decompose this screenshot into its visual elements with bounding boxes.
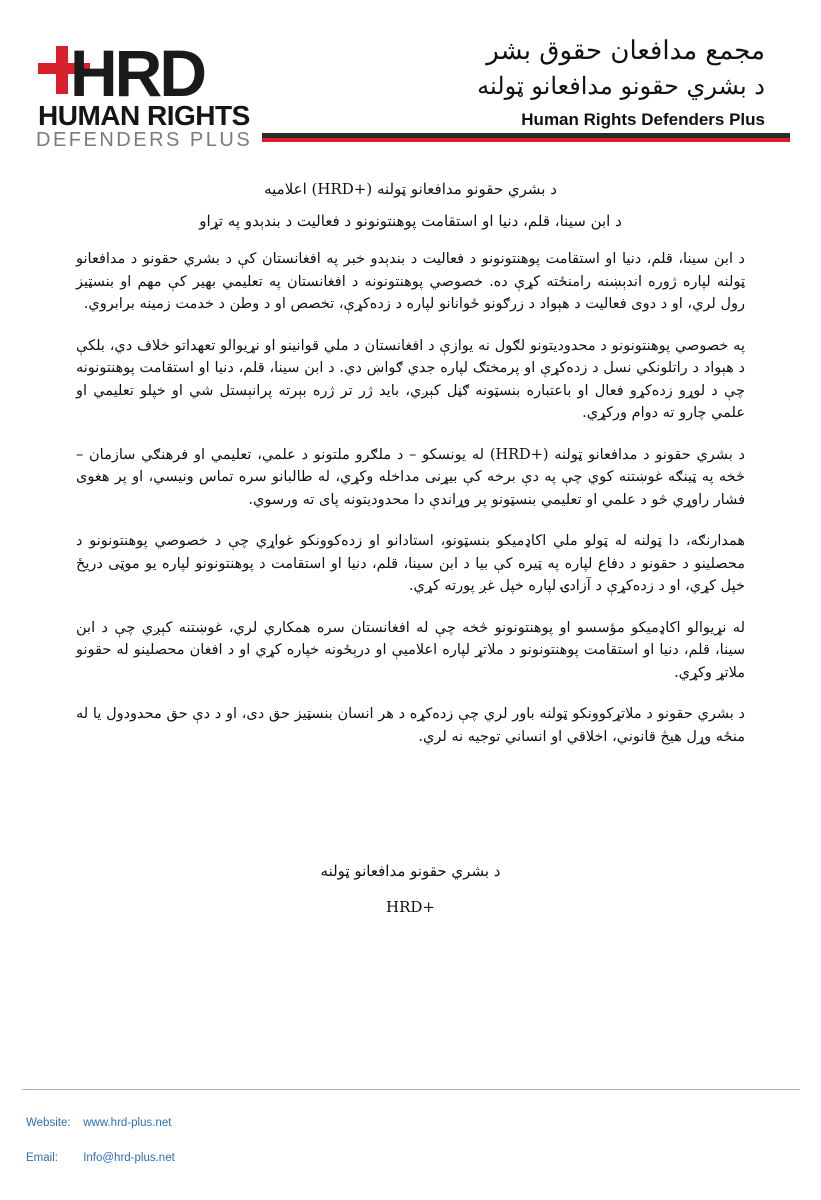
signature-english: HRD+ (386, 898, 435, 916)
website-label: Website: (26, 1117, 71, 1129)
statement-paragraph: د بشري حقونو د ملاتړکوونکو ټولنه باور لري چې زده‌کړه د هر انسان بنسټیز حق دی، او د دې حق محدودول یا له منځه وړل هیڅ قانوني، اخلاقي او انساني توجیه نه لري. (76, 706, 745, 745)
statement-paragraph: له نړیوالو اکاډمیکو مؤسسو او پوهنتونونو څخه چې له افغانستان سره همکاري لري، غوښتنه کېږي چې د ابن سینا، قلم، دنیا او استقامت پوهنتونونو د ملاتړ لپاره اعلامیې او درېځونه خپاره کړي او د افغان محصلینو له حقونو ملاتړ وکړي. (76, 619, 745, 681)
statement-paragraph: همدارنګه، دا ټولنه له ټولو ملي اکاډمیکو بنسټونو، استادانو او زده‌کوونکو غواړي چې د خصوصي پوهنتونونو د محصلینو د حقونو د دفاع لپاره په ټیره کې بیا د ابن سینا، قلم، دنیا او استقامت د پوهنتونونو لپاره یو موټی دریځ خپل کړي، او د زده‌کړې د آزادۍ لپاره خپل غږ پورته کړي. (76, 533, 745, 594)
org-name-arabic: مجمع مدافعان حقوق بشر (486, 36, 765, 66)
statement-subtitle: د ابن سینا، قلم، دنیا او استقامت پوهنتونونو د فعالیت د بندېدو په تړاو (199, 212, 622, 230)
logo-mark-text: HRD (70, 40, 204, 102)
statement-title: د بشري حقونو مدافعانو ټولنه (+HRD) اعلامیه (264, 180, 557, 198)
org-name-english: Human Rights Defenders Plus (521, 110, 765, 129)
statement-paragraph: په خصوصي پوهنتونونو د محدودیتونو لګول نه یوازې د افغانستان د ملي قوانینو او نړیوالو تعهداتو خلاف دي، بلکې د هېواد د راتلونکي نسل د زده‌کړې او پرمختګ لپاره جدي ګواښ دي. د ابن سینا، قلم، دنیا او استقامت پوهنتونونه چې د لوړو زده‌کړو فعال او باعتباره بنسټونه ګڼل کېږي، باید ژر تر ژره بېرته پرانېستل شي او خپلو تعلیمي او علمي چارو ته دوام ورکړي. (76, 337, 745, 421)
hrd-logo (30, 40, 260, 155)
footer-email (26, 1152, 175, 1164)
header-divider-red (262, 138, 790, 142)
hrd-logo-mark (30, 40, 260, 102)
email-label: Email: (26, 1152, 58, 1164)
statement-paragraph: د ابن سینا، قلم، دنیا او استقامت پوهنتونونو د فعالیت د بندېدو خبر په افغانستان کې د بشري حقونو د مدافعانو ټولنه لپاره ژوره اندېښنه رامنځته کړې ده. خصوصي پوهنتونونه د افغانستان په تعلیمي بهیر کې مهم او بنسټیز رول لري، او د دوی فعالیت د هېواد د زرګونو ځوانانو لپاره د زده‌کړې، تخصص او د وطن د خدمت زمینه برابروي. (76, 251, 745, 312)
signature-pashto: د بشري حقونو مدافعانو ټولنه (320, 862, 501, 880)
logo-line-human-rights: HUMAN RIGHTS (38, 100, 250, 131)
footer-divider (22, 1089, 800, 1090)
email-link[interactable]: Info@hrd-plus.net (83, 1152, 175, 1164)
statement-body (76, 248, 745, 767)
footer-website (26, 1117, 171, 1129)
website-link[interactable]: www.hrd-plus.net (83, 1117, 172, 1129)
org-name-pashto: د بشري حقونو مدافعانو ټولنه (477, 72, 765, 100)
statement-paragraph: د بشري حقونو د مدافعانو ټولنه (+HRD) له یونسکو – د ملګرو ملتونو د علمي، تعلیمي او فرهنګي سازمان – څخه په ټینګه غوښتنه کوي چې په دې برخه کې بیړنی مداخله وکړي، له طالبانو سره تماس ونیسي، او پر هغوی فشار راوړي څو د علمي او تعلیمي بنسټونو پر وړاندې دا محدودیتونه پای ته ورسوي. (76, 446, 745, 508)
logo-line-defenders-plus: DEFENDERS PLUS (36, 129, 253, 151)
